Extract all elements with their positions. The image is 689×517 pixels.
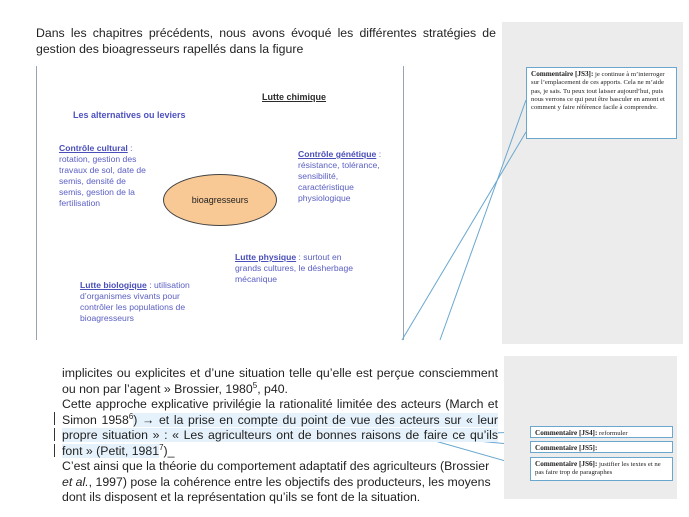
body-text [62, 366, 498, 506]
physical-control-text: : surtout en grands cultures, le désherbage mécanique [235, 252, 354, 284]
change-bar-2 [54, 428, 55, 441]
cultural-control-heading: Contrôle cultural [59, 143, 128, 153]
paragraph-2-text: Cette approche explicative privilégie la rationalité limitée des acteurs (March et Simon 1958 [62, 397, 498, 427]
paragraph-3-text: C’est ainsi que la théorie du comportement adaptatif des agriculteurs (Brossier [62, 459, 490, 473]
paragraph-2-end: )_ [163, 443, 175, 458]
paragraph-3-etal: et al. [62, 474, 89, 489]
genetic-control-heading: Contrôle génétique [298, 149, 377, 159]
comment-js4-text: reformuler [597, 430, 628, 437]
comment-js4[interactable] [530, 426, 673, 438]
cultural-control-text: : rotation, gestion des travaux de sol, date de semis, densité de semis, gestion de la fertilisation [59, 143, 146, 208]
genetic-control-text: : résistance, tolérance, sensibilité, caractéristique physiologique [298, 149, 382, 203]
biological-control-heading: Lutte biologique [80, 280, 147, 290]
paragraph-1-end: , p40. [257, 381, 288, 396]
comment-js5-label: Commentaire [JS5]: [535, 444, 598, 452]
footnote-5[interactable]: 5 [252, 380, 258, 390]
change-bar-1 [54, 412, 55, 425]
change-bar-3 [54, 444, 55, 457]
comment-js6[interactable] [530, 457, 673, 481]
comment-js6-label: Commentaire [JS6]: [535, 460, 598, 468]
paragraph-1 [62, 366, 498, 397]
paragraph-2-middle: ) → et la prise en compte du point de vue des acteurs sur « leur propre situation » : « Les agriculteurs ont de bonnes raisons de faire ce qu’ils font » (Petit, 1981 [62, 412, 498, 458]
comment-js4-label: Commentaire [JS4]: [535, 429, 598, 437]
comment-js6-text: justifier les textes et ne pas faire trop de paragraphes [535, 461, 661, 477]
figure-title: Lutte chimique [262, 92, 327, 102]
paragraph-3-end: , 1997) pose la cohérence entre les objectifs des producteurs, les moyens dont ils disposent et la représentation qu’ils se font de la situation. [62, 474, 491, 504]
paragraph-3 [62, 459, 498, 506]
biological-control-text: : utilisation d’organismes vivants pour contrôler les populations de bioagresseurs [80, 280, 190, 323]
comment-js3-label: Commentaire [JS3]: [531, 70, 594, 78]
footnote-7[interactable]: 7 [159, 442, 164, 452]
intro-paragraph: Dans les chapitres précédents, nous avons évoqué les différentes stratégies de gestion des bioagresseurs rapellés dans la figure [36, 26, 496, 56]
paragraph-1-text: implicites ou explicites et d’une situation telle qu’elle est perçue consciemment ou non par l’agent » Brossier, 1980 [62, 366, 498, 396]
physical-control-heading: Lutte physique [235, 252, 297, 262]
footnote-6[interactable]: 6 [128, 411, 134, 421]
comment-js3-text: je continue à m’interroger sur l’emplacement de ces apports. Cela ne m’aide pas, je sais. Tu peux tout laisser aujourd’hui, puis nous verrons ce qui peut être basculer en amont et comment y faire référence facile à comprendre. [531, 71, 665, 112]
paragraph-2 [62, 397, 498, 459]
ellipse-label: bioagresseurs [191, 195, 249, 205]
comment-js5[interactable] [530, 441, 673, 453]
alternatives-label: Les alternatives ou leviers [73, 110, 186, 120]
comment-js3[interactable] [526, 67, 677, 139]
